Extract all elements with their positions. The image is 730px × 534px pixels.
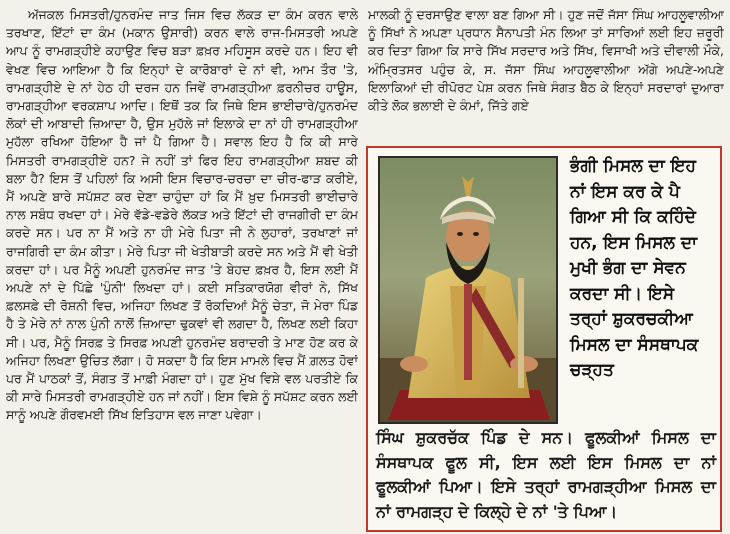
boxed-bottom-paragraph: ਸਿੰਘ ਸ਼ੁਕਰਚੱਕ ਪਿੰਡ ਦੇ ਸਨ। ਫੂਲਕੀਆਂ ਮਿਸਲ ਦਾ ਸੰਸਥਾਪਕ ਫੂਲ ਸੀ, ਇਸ ਲਈ ਇਸ ਮਿਸਲ ਦਾ ਨਾਂ ਫੂਲਕੀਆਂ ਪਿਆ। ਇਸੇ ਤਰ੍ਹਾਂ ਰਾਮਗੜ੍ਹੀਆ ਮਿਸਲ ਦਾ ਨਾਂ ਰਾਮਗੜ੍ਹ ਦੇ ਕਿਲ੍ਹੇ ਦੇ ਨਾਂ 'ਤੇ ਪਿਆ। bbox=[376, 428, 716, 521]
left-paragraph: ਅੱਜਕਲ ਮਿਸਤਰੀ/ਹੁਨਰਮੰਦ ਜਾਤ ਜਿਸ ਵਿਚ ਲੱਕੜ ਦਾ ਕੰਮ ਕਰਨ ਵਾਲੇ ਤਰਖਾਣ, ਇੱਟਾਂ ਦਾ ਕੰਮ (ਮਕਾਨ ਉਸਾਰੀ) ਕਰਨ ਵਾਲੇ ਰਾਜ-ਮਿਸਤਰੀ ਅਪਣੇ ਆਪ ਨੂੰ ਰਾਮਗੜ੍ਹੀਏ ਕਹਾਉਣ ਵਿਚ ਬੜਾ ਫ਼ਖ਼ਰ ਮਹਿਸੂਸ ਕਰਦੇ ਹਨ। ਇਹ ਵੀ ਵੇਖਣ ਵਿਚ ਆਇਆ ਹੈ ਕਿ ਇਨ੍ਹਾਂ ਦੇ ਕਾਰੋਬਾਰਾਂ ਦੇ ਨਾਂ ਵੀ, ਆਮ ਤੌਰ 'ਤੇ, ਰਾਮਗੜ੍ਹੀਏ ਦੇ ਨਾਂ ਹੇਠ ਹੀ ਦਰਜ ਹਨ ਜਿਵੇਂ ਰਾਮਗੜ੍ਹੀਆ ਫ਼ਰਨੀਚਰ ਹਾਊਸ, ਰਾਮਗੜ੍ਹੀਆ ਵਰਕਸ਼ਾਪ ਆਦਿ। ਇਥੋਂ ਤਕ ਕਿ ਜਿਥੇ ਇਸ ਭਾਈਚਾਰੇ/ਹੁਨਰਮੰਦ ਲੋਕਾਂ ਦੀ ਆਬਾਦੀ ਜ਼ਿਆਦਾ ਹੈ, ਉਸ ਮੁਹੱਲੇ ਜਾਂ ਇਲਾਕੇ ਦਾ ਨਾਂ ਹੀ ਰਾਮਗੜ੍ਹੀਆ ਮੁਹੱਲਾ ਰਖਿਆ ਹੋਇਆ ਹੈ ਜਾਂ ਪੈ ਗਿਆ ਹੈ। ਸਵਾਲ ਇਹ ਹੈ ਕਿ ਕੀ ਸਾਰੇ ਮਿਸਤਰੀ ਰਾਮਗੜ੍ਹੀਏ ਹਨ? ਜੇ ਨਹੀਂ ਤਾਂ ਫਿਰ ਇਹ ਰਾਮਗੜ੍ਹੀਆ ਸ਼ਬਦ ਕੀ ਬਲਾ ਹੈ? ਇਸ ਤੋਂ ਪਹਿਲਾਂ ਕਿ ਅਸੀ ਇਸ ਵਿਚਾਰ-ਚਰਚਾ ਦਾ ਚੀਰ-ਫਾੜ ਕਰੀਏ, ਮੈਂ ਅਪਣੇ ਬਾਰੇ ਸਪੱਸ਼ਟ ਕਰ ਦੇਣਾ ਚਾਹੁੰਦਾ ਹਾਂ ਕਿ ਮੈਂ ਖ਼ੁਦ ਮਿਸਤਰੀ ਭਾਈਚਾਰੇ ਨਾਲ ਸਬੰਧ ਰਖਦਾ ਹਾਂ। ਮੇਰੇ ਵੱਡੇ-ਵਡੇਰੇ ਲੱਕੜ ਅਤੇ ਇੱਟਾਂ ਦੀ ਰਾਜਗੀਰੀ ਦਾ ਕੰਮ ਕਰਦੇ ਸਨ। ਪਰ ਨਾ ਮੈਂ ਅਤੇ ਨਾ ਹੀ ਮੇਰੇ ਪਿਤਾ ਜੀ ਨੇ ਲੁਹਾਰਾਂ, ਤਰਖਾਣਾਂ ਜਾਂ ਰਾਜਗਿਰੀ ਦਾ ਕੰਮ ਕੀਤਾ। ਮੇਰੇ ਪਿਤਾ ਜੀ ਖੇਤੀਬਾੜੀ ਕਰਦੇ ਸਨ ਅਤੇ ਮੈਂ ਵੀ ਖੇਤੀ ਕਰਦਾ ਹਾਂ। ਪਰ ਮੈਨੂੰ ਅਪਣੀ ਹੁਨਰਮੰਦ ਜਾਤ 'ਤੇ ਬੇਹਦ ਫ਼ਖ਼ਰ ਹੈ, ਇਸ ਲਈ ਮੈਂ ਅਪਣੇ ਨਾਂ ਦੇ ਪਿੱਛੇ 'ਪੁੰਨੀ' ਲਿਖਦਾ ਹਾਂ। ਕਈ ਸਤਿਕਾਰਯੋਗ ਵੀਰਾਂ ਨੇ, ਸਿੱਖ ਫ਼ਲਸਫ਼ੇ ਦੀ ਰੋਸ਼ਨੀ ਵਿਚ, ਅਜਿਹਾ ਲਿਖਣ ਤੋਂ ਰੋਕਦਿਆਂ ਮੈਨੂੰ ਚੇਤਾ, ਜੋ ਮੇਰਾ ਪਿੰਡ ਹੈ ਤੇ ਮੇਰੇ ਨਾਂ ਨਾਲ ਪੁੰਨੀ ਨਾਲੋਂ ਜ਼ਿਆਦਾ ਢੁਕਵਾਂ ਵੀ ਲਗਦਾ ਹੈ, ਲਿਖਣ ਲਈ ਕਿਹਾ ਸੀ। ਪਰ, ਮੈਨੂੰ ਸਿਰਫ਼ ਤੇ ਸਿਰਫ਼ ਅਪਣੀ ਹੁਨਰਮੰਦ ਬਰਾਦਰੀ ਤੇ ਮਾਣ ਹੋਣ ਕਰ ਕੇ ਅਜਿਹਾ ਲਿਖਣਾ ਉਚਿਤ ਲੱਗਾ। ਹੋ ਸਕਦਾ ਹੈ ਕਿ ਇਸ ਮਾਮਲੇ ਵਿਚ ਮੈਂ ਗ਼ਲਤ ਹੋਵਾਂ ਪਰ ਮੈਂ ਪਾਠਕਾਂ ਤੋਂ, ਸੰਗਤ ਤੋਂ ਮਾਫ਼ੀ ਮੰਗਦਾ ਹਾਂ। ਹੁਣ ਮੁੱਖ ਵਿਸ਼ੇ ਵਲ ਪਰਤੀਏ ਕਿ ਕੀ ਸਾਰੇ ਮਿਸਤਰੀ ਰਾਮਗੜ੍ਹੀਏ ਹਨ ਜਾਂ ਨਹੀਂ। ਇਸ ਵਿਸ਼ੇ ਨੂੰ ਸਪੱਸ਼ਟ ਕਰਨ ਲਈ ਸਾਨੂੰ ਅਪਣੇ ਗੌਰਵਮਈ ਸਿੱਖ ਇਤਿਹਾਸ ਵਲ ਜਾਣਾ ਪਵੇਗਾ। bbox=[6, 7, 358, 423]
boxed-bottom-text bbox=[376, 426, 716, 524]
boxed-side-text bbox=[570, 154, 716, 384]
right-top-paragraph: ਮਾਲਕੀ ਨੂੰ ਦਰਸਾਉਣ ਵਾਲਾ ਬਣ ਗਿਆ ਸੀ। ਹੁਣ ਜਦੋਂ ਜੱਸਾ ਸਿੰਘ ਆਹਲੂਵਾਲੀਆ ਨੂੰ ਸਿੱਖਾਂ ਨੇ ਅਪਣਾ ਪ੍ਰਧਾਨ ਸੈਨਾਪਤੀ ਮੰਨ ਲਿਆ ਤਾਂ ਸਾਰਿਆਂ ਲਈ ਇਹ ਜ਼ਰੂਰੀ ਕਰ ਦਿਤਾ ਗਿਆ ਕਿ ਸਾਰੇ ਸਿੱਖ ਸਰਦਾਰ ਅਤੇ ਸਿੱਖ, ਵਿਸਾਖੀ ਅਤੇ ਦੀਵਾਲੀ ਮੌਕੇ, ਅੰਮ੍ਰਿਤਸਰ ਪਹੁੰਚ ਕੇ, ਸ. ਜੱਸਾ ਸਿੰਘ ਆਹਲੂਵਾਲੀਆ ਅੱਗੇ ਅਪਣੇ-ਅਪਣੇ ਇਲਾਕਿਆਂ ਦੀ ਰੀਪੋਰਟ ਪੇਸ਼ ਕਰਨ ਜਿਥੇ ਸੰਗਤ ਬੈਠ ਕੇ ਇਨ੍ਹਾਂ ਸਰਦਾਰਾਂ ਦੁਆਰਾ ਕੀਤੇ ਲੋਕ ਭਲਾਈ ਦੇ ਕੰਮਾਂ, ਜਿੱਤੇ ਗਏ bbox=[368, 7, 724, 114]
boxed-highlight-section bbox=[366, 146, 722, 532]
left-article-column bbox=[6, 6, 358, 532]
boxed-side-paragraph: ਭੰਗੀ ਮਿਸਲ ਦਾ ਇਹ ਨਾਂ ਇਸ ਕਰ ਕੇ ਪੈ ਗਿਆ ਸੀ ਕਿ ਕਹਿੰਦੇ ਹਨ, ਇਸ ਮਿਸਲ ਦਾ ਮੁਖੀ ਭੰਗ ਦਾ ਸੇਵਨ ਕਰਦਾ ਸੀ। ਇਸੇ ਤਰ੍ਹਾਂ ਸ਼ੁਕਰਚਕੀਆ ਮਿਸਲ ਦਾ ਸੰਸਥਾਪਕ ਚੜ੍ਹਤ bbox=[570, 156, 699, 380]
right-article-column-top bbox=[368, 6, 724, 144]
portrait-painting-image bbox=[378, 156, 558, 424]
